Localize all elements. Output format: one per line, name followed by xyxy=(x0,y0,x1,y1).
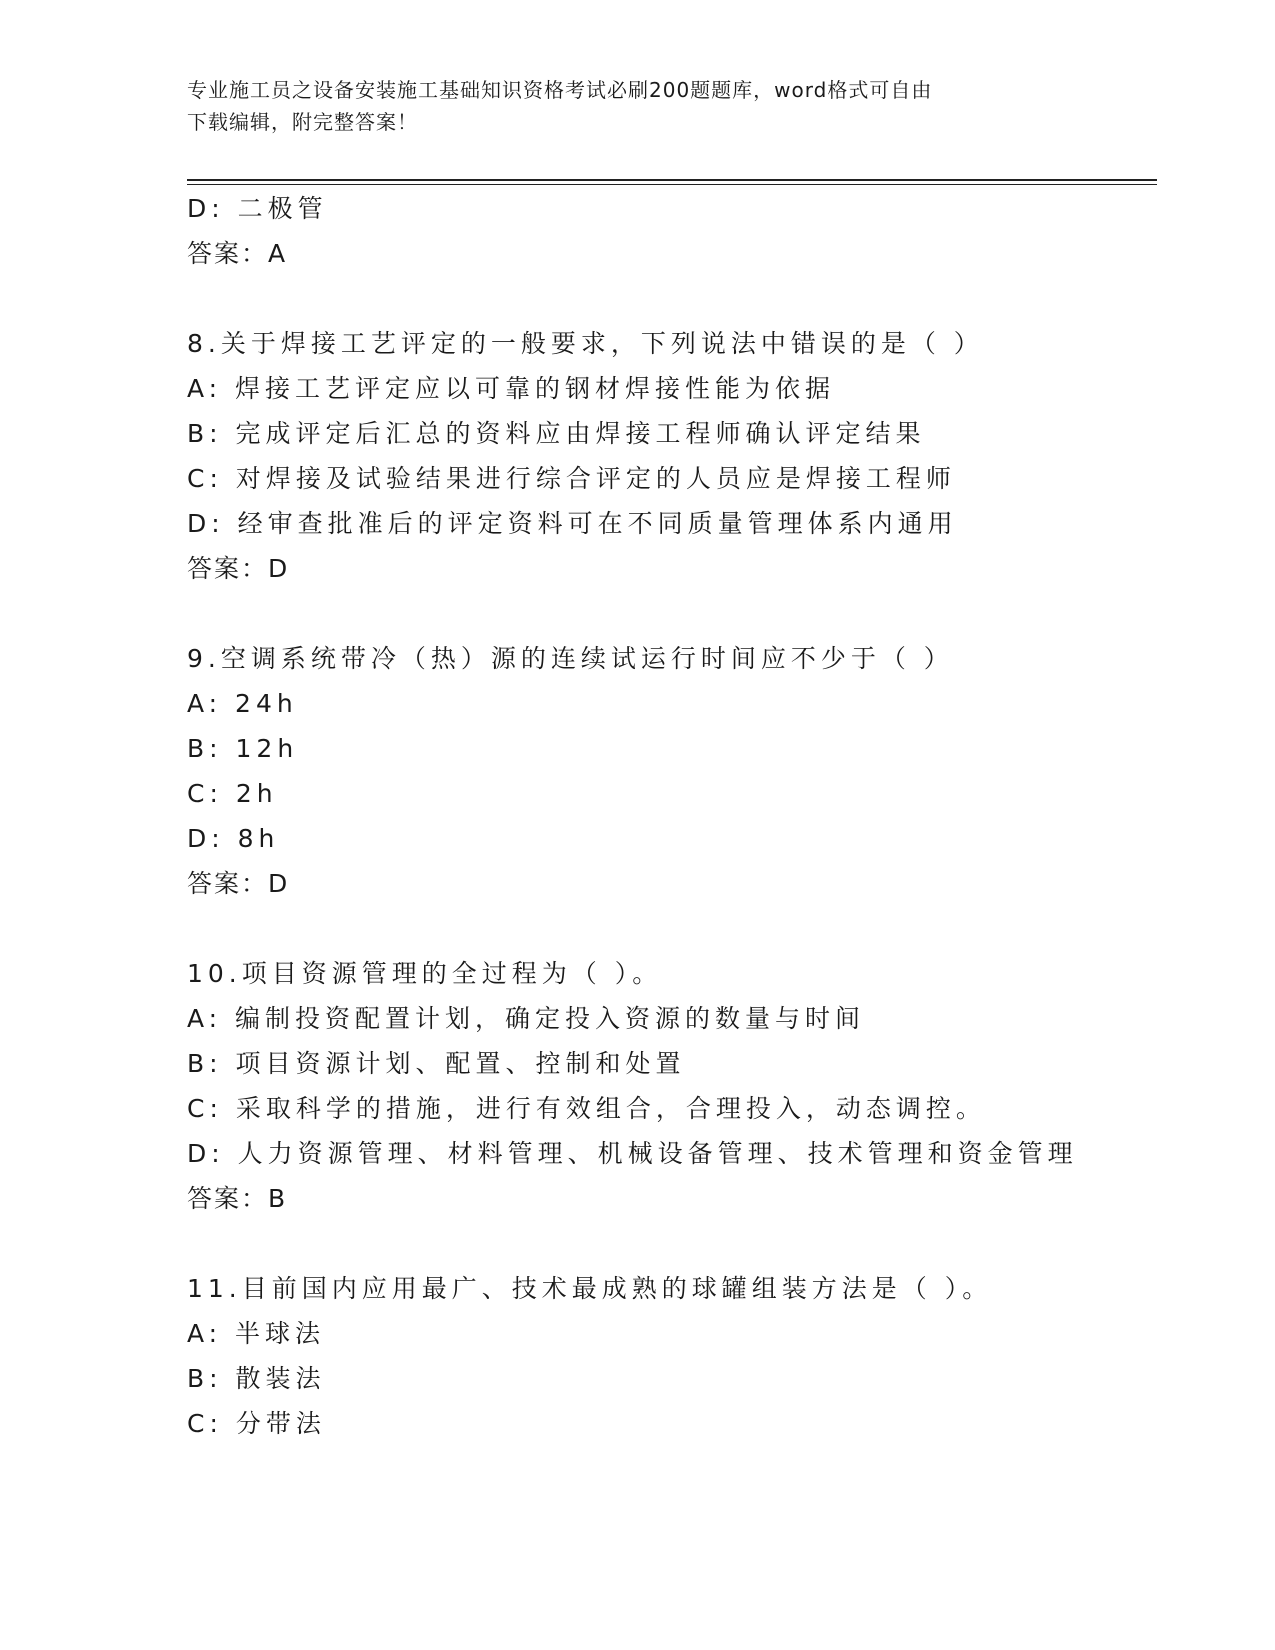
q11-option-b: B: 散装法 xyxy=(187,1364,326,1393)
q10-stem: 10.项目资源管理的全过程为（ ）。 xyxy=(187,959,663,988)
q9-option-a: A: 24h xyxy=(187,689,298,718)
q8-answer: 答案：D xyxy=(187,554,290,583)
q9-option-d: D: 8h xyxy=(187,824,280,853)
document-header xyxy=(187,74,1087,138)
q7-answer: 答案：A xyxy=(187,239,288,268)
q11-option-c: C: 分带法 xyxy=(187,1409,326,1438)
q7-option-d: D: 二极管 xyxy=(187,194,328,223)
header-line-2: 下载编辑，附完整答案！ xyxy=(187,110,418,134)
q11-stem: 11.目前国内应用最广、技术最成熟的球罐组装方法是（ ）。 xyxy=(187,1274,993,1303)
q9-option-c: C: 2h xyxy=(187,779,278,808)
q8-option-d: D: 经审查批准后的评定资料可在不同质量管理体系内通用 xyxy=(187,509,958,538)
q8-option-a: A: 焊接工艺评定应以可靠的钢材焊接性能为依据 xyxy=(187,374,836,403)
q9-answer: 答案：D xyxy=(187,869,290,898)
q9-stem: 9.空调系统带冷（热）源的连续试运行时间应不少于（ ） xyxy=(187,644,954,673)
q10-option-a: A: 编制投资配置计划，确定投入资源的数量与时间 xyxy=(187,1004,866,1033)
q10-option-c: C: 采取科学的措施，进行有效组合，合理投入，动态调控。 xyxy=(187,1094,986,1123)
header-divider-thin xyxy=(187,184,1157,185)
q8-option-c: C: 对焊接及试验结果进行综合评定的人员应是焊接工程师 xyxy=(187,464,956,493)
header-line-1: 专业施工员之设备安装施工基础知识资格考试必刷200题题库，word格式可自由 xyxy=(187,78,933,102)
header-divider-thick xyxy=(187,179,1157,181)
q8-option-b: B: 完成评定后汇总的资料应由焊接工程师确认评定结果 xyxy=(187,419,926,448)
q10-option-b: B: 项目资源计划、配置、控制和处置 xyxy=(187,1049,686,1078)
q10-answer: 答案：B xyxy=(187,1184,288,1213)
q11-option-a: A: 半球法 xyxy=(187,1319,326,1348)
q8-stem: 8.关于焊接工艺评定的一般要求，下列说法中错误的是（ ） xyxy=(187,329,984,358)
q10-option-d: D: 人力资源管理、材料管理、机械设备管理、技术管理和资金管理 xyxy=(187,1139,1078,1168)
q9-option-b: B: 12h xyxy=(187,734,299,763)
